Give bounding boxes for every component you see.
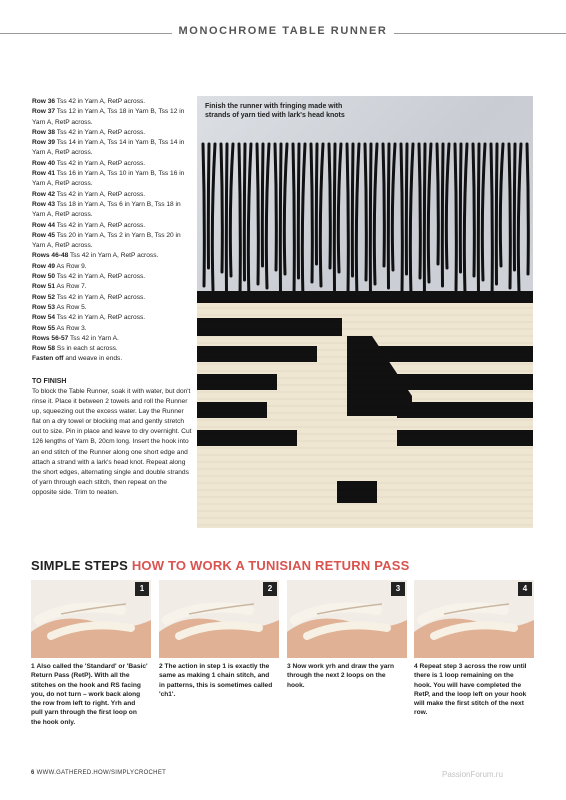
fringe-strand bbox=[311, 144, 312, 282]
fringe-strand bbox=[410, 144, 413, 296]
fringe-strand bbox=[334, 144, 335, 290]
page-header bbox=[0, 24, 566, 44]
fringe-strand bbox=[208, 144, 209, 268]
pattern-row bbox=[32, 138, 192, 159]
step-photo bbox=[287, 580, 407, 658]
pattern-row bbox=[32, 303, 192, 313]
simple-steps-heading: HOW TO WORK A TUNISIAN RETURN PASS bbox=[131, 558, 410, 573]
pattern-row-label: Row 45 bbox=[32, 231, 56, 239]
pattern-row-text: As Row 3. bbox=[55, 324, 87, 332]
step-number: 1 bbox=[31, 663, 35, 670]
fringe-strand bbox=[244, 144, 245, 280]
fringe-strand bbox=[338, 144, 341, 272]
pattern-instructions bbox=[32, 97, 192, 498]
pattern-row bbox=[32, 334, 192, 344]
runner-stripe bbox=[397, 430, 533, 446]
photo-caption: Finish the runner with fringing made with strands of yarn tied with lark's head knots bbox=[205, 103, 345, 119]
pattern-row bbox=[32, 159, 192, 169]
page-title: MONOCHROME TABLE RUNNER bbox=[178, 25, 388, 37]
pattern-row-label: Row 58 bbox=[32, 345, 56, 353]
fringe-strand bbox=[257, 144, 258, 284]
step-photo bbox=[159, 580, 279, 658]
fringe-strand bbox=[356, 144, 359, 298]
pattern-row bbox=[32, 272, 192, 282]
pattern-row-label: Row 37 bbox=[32, 108, 56, 116]
pattern-row-label: Row 39 bbox=[32, 139, 56, 147]
pattern-row-text: Tss 18 in Yarn A, Tss 6 in Yarn B, Tss 18 in Yarn A, RetP across. bbox=[32, 200, 181, 219]
fringe-strand bbox=[329, 144, 330, 268]
step-description: The action in step 1 is exactly the same as making 1 chain stitch, and in patterns, this is sometimes called 'ch1'. bbox=[159, 663, 273, 698]
step-number-badge: 4 bbox=[518, 582, 532, 596]
hand-crochet-icon bbox=[31, 580, 151, 658]
fringe-strand bbox=[347, 144, 348, 294]
finish-text: To block the Table Runner, soak it with water, but don't rinse it. Place it between 2 towels and roll the Runner up, squeezing out the excess water. Lay the Runner flat on a dry towel or blocking mat and gently stretch out to size. Pin in place and leave to dry overnight. Cut 126 lengths of Yarn B, 20cm long. Insert the hook into an end stitch of the Runner along one short edge and attach a strand with a lark's head knot. Repeat along the short edges, alternating single and double strands of yarn through each stitch, then repeat on the opposite side. Trim to neaten. bbox=[32, 388, 192, 496]
pattern-row-label: Fasten off bbox=[32, 355, 64, 363]
pattern-row-label: Row 43 bbox=[32, 200, 56, 208]
fringe-strand bbox=[316, 144, 317, 264]
step-photo bbox=[31, 580, 151, 658]
fringe-strand bbox=[419, 144, 420, 278]
fringe-strand bbox=[280, 144, 281, 292]
pattern-row-label: Row 54 bbox=[32, 314, 56, 322]
fringe-strand bbox=[203, 144, 204, 286]
fringe-strand bbox=[383, 144, 384, 266]
footer-url: WWW.GATHERED.HOW/SIMPLYCROCHET bbox=[36, 770, 167, 776]
fringe-strand bbox=[226, 144, 227, 294]
step-number: 3 bbox=[287, 663, 291, 670]
step-text bbox=[287, 662, 404, 690]
fringe-strand bbox=[266, 144, 269, 288]
fringe-strand bbox=[370, 144, 371, 302]
fringe-strand bbox=[518, 144, 521, 292]
pattern-row-text: Tss 42 in Yarn A. bbox=[68, 334, 119, 342]
pattern-row-label: Row 41 bbox=[32, 170, 56, 178]
pattern-row bbox=[32, 251, 192, 261]
fringe-strand bbox=[460, 144, 461, 272]
pattern-row bbox=[32, 200, 192, 221]
pattern-row bbox=[32, 262, 192, 272]
fringe-strand bbox=[446, 144, 449, 268]
fringe-strand bbox=[248, 144, 251, 302]
step-number: 4 bbox=[414, 663, 418, 670]
fringe-strand bbox=[298, 144, 299, 278]
pattern-row bbox=[32, 344, 192, 354]
pattern-row-label: Row 40 bbox=[32, 159, 56, 167]
fringe-strand bbox=[392, 144, 395, 270]
pattern-row-text: As Row 9. bbox=[55, 262, 87, 270]
runner-stripe bbox=[197, 374, 277, 390]
step-text bbox=[31, 662, 148, 727]
pattern-row bbox=[32, 293, 192, 303]
pattern-row-text: Tss 20 in Yarn A, Tss 2 in Yarn B, Tss 20 in Yarn A, RetP across. bbox=[32, 231, 181, 250]
finish-heading: TO FINISH bbox=[32, 377, 67, 385]
fringe-strand bbox=[406, 144, 407, 274]
runner-stripe bbox=[387, 374, 533, 390]
pattern-row bbox=[32, 282, 192, 292]
step-description: Repeat step 3 across the row until there is 1 loop remaining on the hook. You will have completed the RetP, and the loop left on your hook will make the first stitch of the next row. bbox=[414, 663, 527, 717]
fringe-strand bbox=[496, 144, 497, 284]
fringe-strand bbox=[302, 144, 305, 300]
header-rule-left bbox=[0, 33, 172, 34]
page-footer bbox=[31, 770, 166, 776]
pattern-row-text: Tss 42 in Yarn A, RetP across. bbox=[68, 252, 159, 260]
pattern-row-label: Row 38 bbox=[32, 128, 56, 136]
step-photo bbox=[414, 580, 534, 658]
pattern-row bbox=[32, 313, 192, 323]
fringe-strand bbox=[374, 144, 377, 284]
pattern-row bbox=[32, 97, 192, 107]
fringe-strand bbox=[230, 144, 233, 276]
fringe-strand bbox=[352, 144, 353, 276]
simple-steps-label: SIMPLE STEPS bbox=[31, 558, 129, 573]
fringe-strand bbox=[212, 144, 215, 290]
runner-stripe bbox=[197, 318, 342, 336]
header-rule-right bbox=[394, 33, 566, 34]
pattern-row bbox=[32, 128, 192, 138]
hand-crochet-icon bbox=[159, 580, 279, 658]
fringe-strand bbox=[527, 144, 528, 274]
fringe-strand bbox=[473, 144, 474, 276]
pattern-row-label: Row 55 bbox=[32, 324, 56, 332]
runner-stripe bbox=[397, 402, 533, 418]
fringe-strand bbox=[514, 144, 515, 270]
pattern-row-text: Tss 42 in Yarn A, RetP across. bbox=[55, 273, 146, 281]
pattern-row-label: Row 53 bbox=[32, 303, 56, 311]
pattern-row-label: Row 44 bbox=[32, 221, 56, 229]
pattern-row-text: Tss 42 in Yarn A, RetP across. bbox=[55, 221, 146, 229]
fringe-strand bbox=[482, 144, 485, 280]
fringe-strand bbox=[320, 144, 323, 286]
step-number-badge: 3 bbox=[391, 582, 405, 596]
pattern-row-text: Tss 42 in Yarn A, RetP across. bbox=[55, 128, 146, 136]
fringe-strand bbox=[500, 144, 503, 266]
pattern-row bbox=[32, 231, 192, 252]
pattern-row-text: Tss 42 in Yarn A, RetP across. bbox=[55, 314, 146, 322]
fringe-strand bbox=[239, 144, 240, 298]
step-text bbox=[159, 662, 276, 699]
fringe-strand bbox=[365, 144, 366, 280]
pattern-row-text: Tss 42 in Yarn A, RetP across. bbox=[55, 293, 146, 301]
pattern-row-text: Tss 16 in Yarn A, Tss 10 in Yarn B, Tss 16 in Yarn A, RetP across. bbox=[32, 170, 185, 188]
pattern-row-text: Tss 42 in Yarn A, RetP across. bbox=[55, 159, 146, 167]
page-number: 6 bbox=[31, 770, 35, 776]
fringe-strand bbox=[401, 144, 402, 292]
watermark: PassionForum.ru bbox=[442, 770, 503, 779]
pattern-row-label: Row 42 bbox=[32, 190, 56, 198]
pattern-row-label: Rows 46-48 bbox=[32, 252, 69, 260]
fringe-strand bbox=[464, 144, 467, 294]
pattern-row bbox=[32, 324, 192, 334]
step-description: Now work yrh and draw the yarn through the next 2 loops on the hook. bbox=[287, 663, 395, 689]
pattern-row bbox=[32, 169, 192, 190]
fringe-strand bbox=[428, 144, 431, 282]
step-number-badge: 2 bbox=[263, 582, 277, 596]
hand-crochet-icon bbox=[414, 580, 534, 658]
simple-steps-title bbox=[31, 558, 531, 573]
fringe-strand bbox=[442, 144, 443, 286]
pattern-row-label: Row 51 bbox=[32, 283, 56, 291]
fringe-strand bbox=[293, 144, 294, 296]
pattern-row-text: Tss 42 in Yarn A, RetP across. bbox=[55, 98, 146, 105]
step-number: 2 bbox=[159, 663, 163, 670]
step-text bbox=[414, 662, 531, 718]
pattern-row bbox=[32, 354, 192, 364]
table-runner-photo bbox=[197, 96, 533, 528]
pattern-row-label: Row 36 bbox=[32, 98, 56, 105]
pattern-rows bbox=[32, 97, 192, 365]
fringe-strand bbox=[424, 144, 425, 300]
fringe-strand bbox=[455, 144, 456, 290]
pattern-row-label: Rows 56-57 bbox=[32, 334, 69, 342]
pattern-row-label: Row 49 bbox=[32, 262, 56, 270]
pattern-row-text: and weave in ends. bbox=[63, 355, 123, 363]
fringe-strand bbox=[275, 144, 276, 270]
fringe-strand bbox=[221, 144, 222, 272]
fringe-strand bbox=[509, 144, 510, 288]
pattern-row-text: Tss 14 in Yarn A, Tss 14 in Yarn B, Tss 14 in Yarn A, RetP across. bbox=[32, 139, 185, 157]
fringe-knot-band bbox=[197, 291, 533, 303]
fringe-strand bbox=[262, 144, 263, 266]
pattern-row bbox=[32, 107, 192, 128]
fringe-strand bbox=[491, 144, 492, 302]
fringe-strand bbox=[284, 144, 287, 274]
fringe-strand bbox=[478, 144, 479, 298]
pattern-row-text: Tss 12 in Yarn A, Tss 18 in Yarn B, Tss 12 in Yarn A, RetP across. bbox=[32, 108, 185, 126]
runner-stripe bbox=[197, 402, 267, 418]
pattern-row-text: As Row 5. bbox=[55, 303, 87, 311]
pattern-row-label: Row 50 bbox=[32, 273, 56, 281]
runner-stripe bbox=[372, 346, 533, 362]
pattern-row-label: Row 52 bbox=[32, 293, 56, 301]
table-runner-illustration bbox=[197, 96, 533, 528]
step-number-badge: 1 bbox=[135, 582, 149, 596]
hand-crochet-icon bbox=[287, 580, 407, 658]
runner-motif-lower bbox=[337, 481, 377, 503]
pattern-row bbox=[32, 221, 192, 231]
pattern-row bbox=[32, 190, 192, 200]
fringe-strand bbox=[437, 144, 438, 264]
runner-stripe bbox=[197, 346, 317, 362]
step-description: Also called the 'Standard' or 'Basic' Return Pass (RetP). With all the stitches on the hook and RS facing you, do not turn – work back along the row from left to right. Yrh and pull yarn through the first loop on the hook only. bbox=[31, 663, 148, 726]
pattern-row-text: Ss in each st across. bbox=[55, 345, 118, 353]
runner-stripe bbox=[197, 430, 297, 446]
fringe-strand bbox=[388, 144, 389, 288]
pattern-row-text: Tss 42 in Yarn A, RetP across. bbox=[55, 190, 146, 198]
pattern-row-text: As Row 7. bbox=[55, 283, 87, 291]
